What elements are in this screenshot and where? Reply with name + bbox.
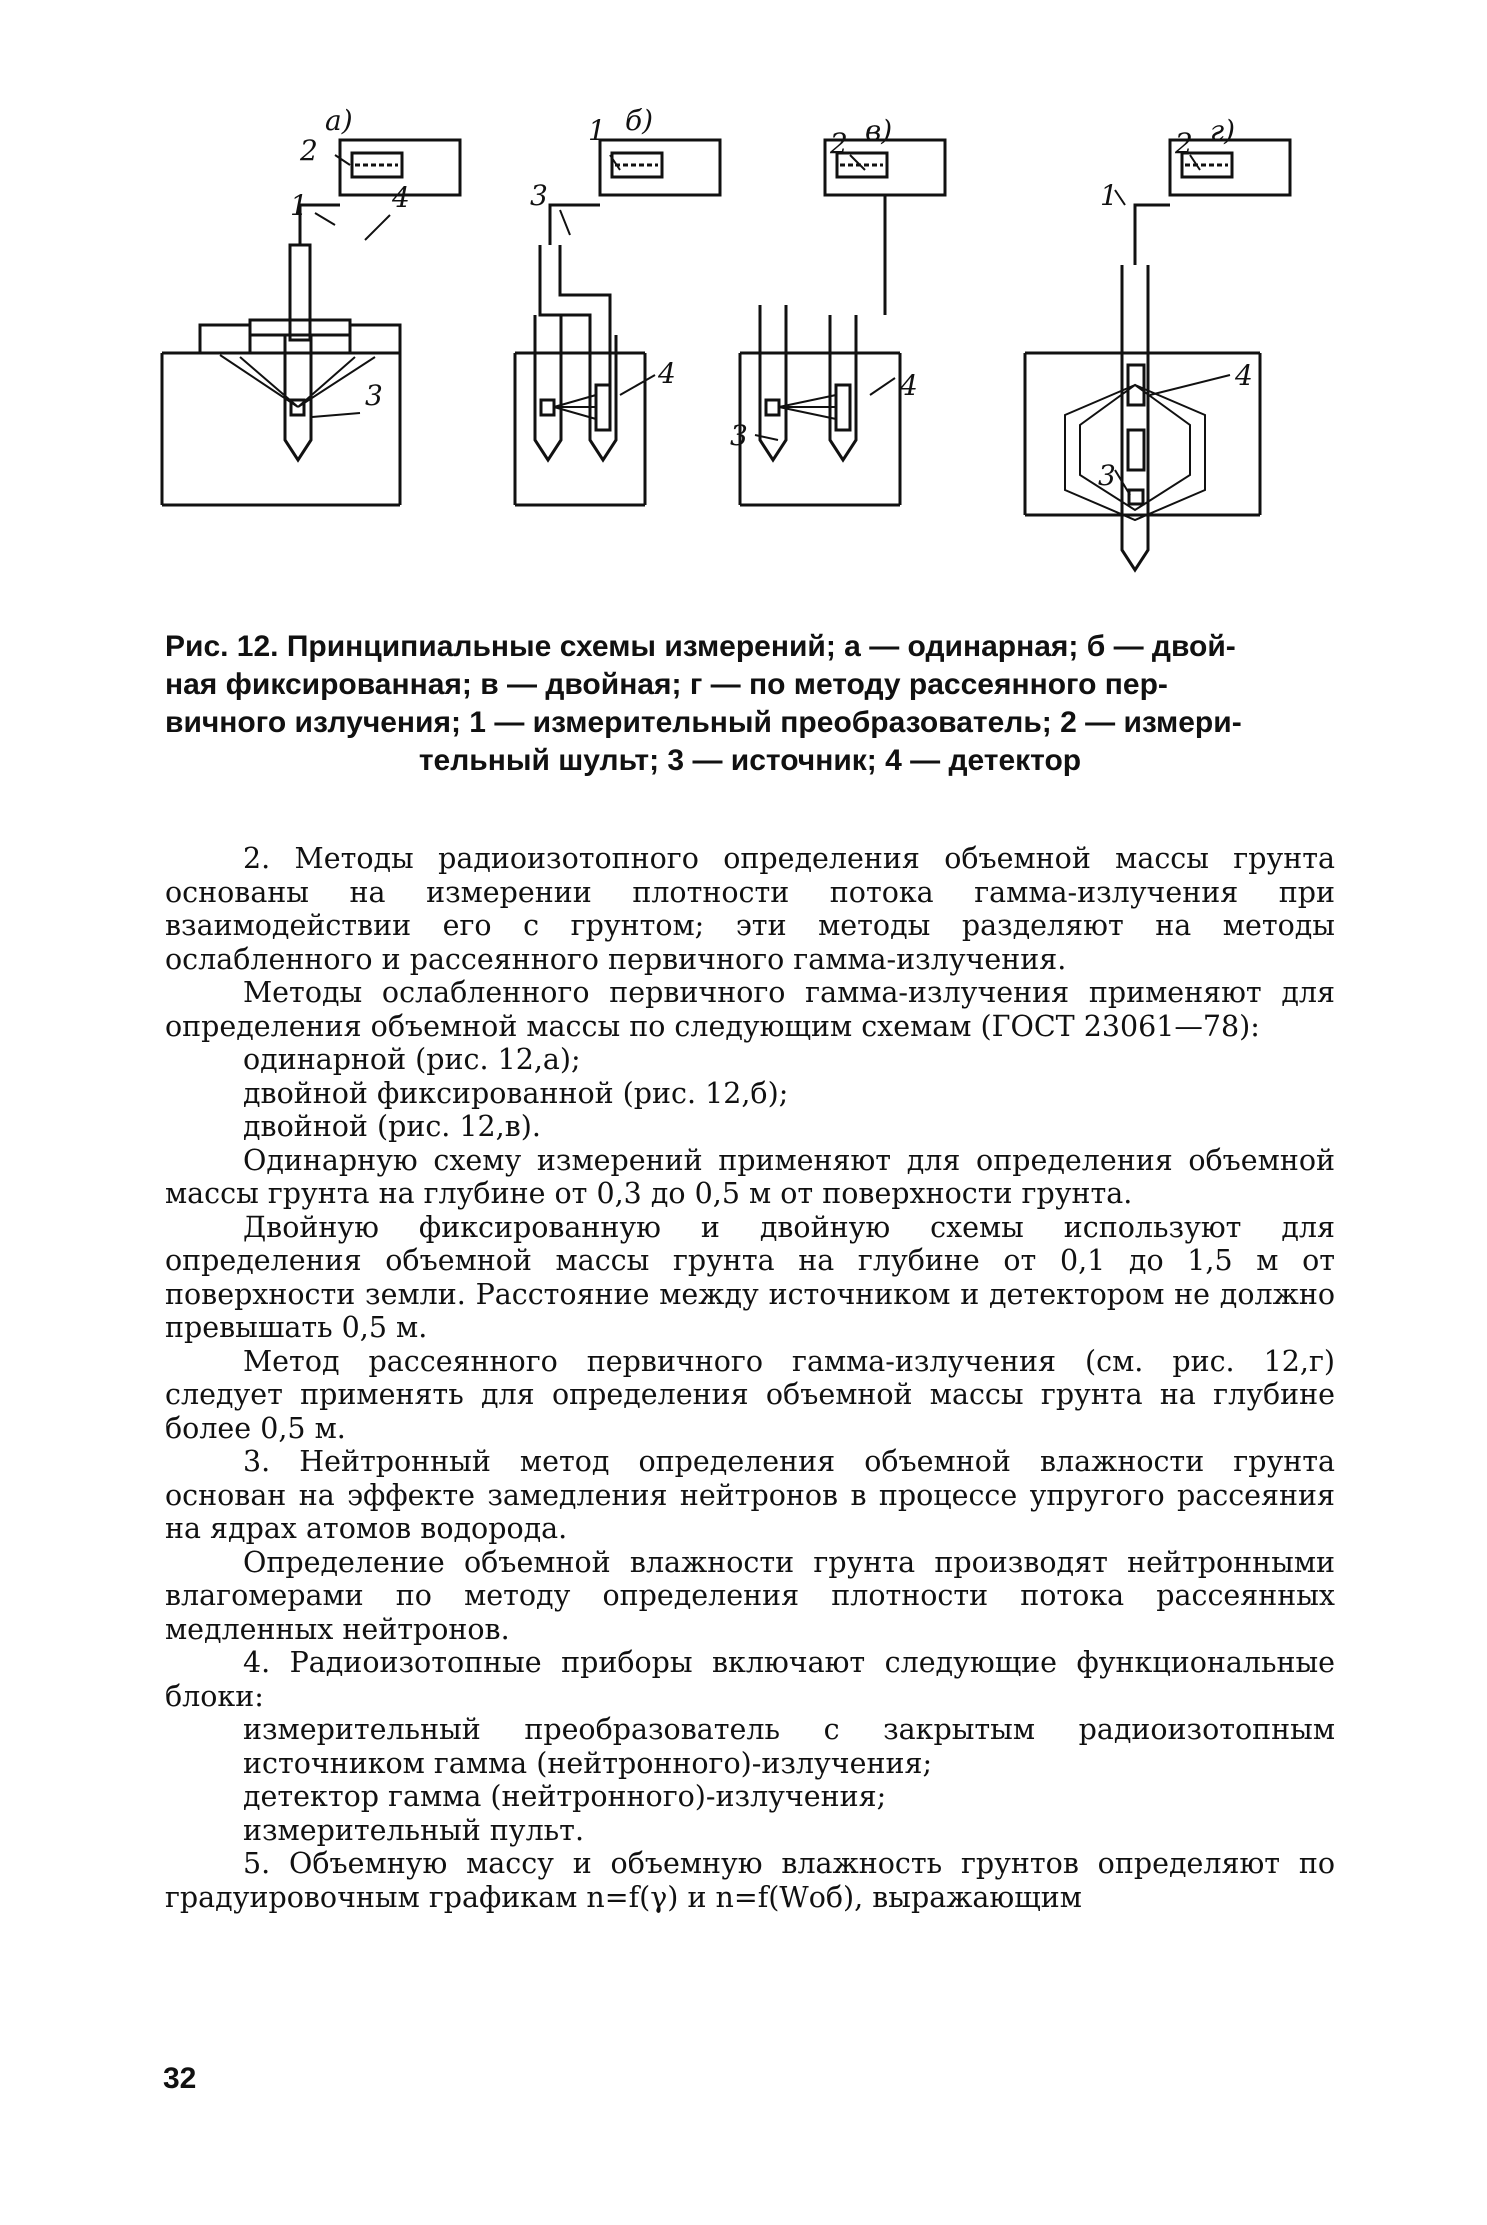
list-item-detector: детектор гамма (нейтронного)-излучения; <box>243 1780 887 1813</box>
callout-v-4: 4 <box>900 369 918 402</box>
paragraph-5-calibration: 5. Объемную массу и объемную влажность грунтов определяют по градуировочным графикам n=f(γ) и n=f(Wоб), выражающим <box>165 1847 1335 1914</box>
callout-b-4: 4 <box>658 357 676 390</box>
callout-g-3: 3 <box>1098 459 1116 492</box>
list-item-single: одинарной (рис. 12,а); <box>243 1043 581 1076</box>
panel-v <box>740 140 945 505</box>
measurement-schemes-diagram <box>150 95 1350 615</box>
paragraph-single-scheme: Одинарную схему измерений применяют для определения объемной массы грунта на глубине от 0,3 до 0,5 м от поверхности грунта. <box>165 1143 1335 1210</box>
paragraph-double-scheme: Двойную фиксированную и двойную схемы используют для определения объемной массы грунта на глубине от 0,1 до 1,5 м от поверхности земли. Расстояние между источником и детектором не должно превышать 0,5 м. <box>165 1210 1335 1344</box>
list-item-transducer: измерительный преобразователь с закрытым радиоизотопным источником гамма (нейтронного)-излучения; <box>243 1713 1335 1780</box>
page-number: 32 <box>163 2062 197 2095</box>
paragraph-4-devices: 4. Радиоизотопные приборы включают следующие функциональные блоки: <box>165 1646 1335 1713</box>
paragraph-3-neutron: 3. Нейтронный метод определения объемной влажности грунта основан на эффекте замедления нейтронов в процессе упругого рассеяния на ядрах атомов водорода. <box>165 1445 1335 1545</box>
paragraph-2-methods: 2. Методы радиоизотопного определения объемной массы грунта основаны на измерении плотности потока гамма-излучения при взаимодействии его с грунтом; эти методы разделяют на методы ослабленного и рассеянного первичного гамма-излучения. <box>165 842 1335 976</box>
panel-label-a: а) <box>325 104 353 137</box>
paragraph-moisture-determination: Определение объемной влажности грунта производят нейтронными влагомерами по методу определения плотности потока рассеянных медленных нейтронов. <box>165 1545 1335 1646</box>
panel-a <box>162 140 460 505</box>
panel-label-v: в) <box>865 114 893 147</box>
callout-a-1: 1 <box>290 189 308 222</box>
callout-g-2: 2 <box>1175 127 1193 160</box>
caption-line-4: тельный шульт; 3 — источник; 4 — детектор <box>418 744 1082 777</box>
callout-a-4: 4 <box>392 181 410 214</box>
callout-a-3: 3 <box>365 379 383 412</box>
panel-label-g: г) <box>1210 114 1236 147</box>
callout-v-2: 2 <box>830 127 848 160</box>
callout-g-1: 1 <box>1100 179 1118 212</box>
body-text <box>165 842 1335 1914</box>
callout-b-1: 1 <box>588 114 606 147</box>
panel-label-b: б) <box>625 104 654 137</box>
paragraph-scattered-method: Метод рассеянного первичного гамма-излучения (см. рис. 12,г) следует применять для определения объемной массы грунта на глубине более 0,5 м. <box>165 1344 1335 1445</box>
caption-line-1: Рис. 12. Принципиальные схемы измерений; а — одинарная; б — двой- <box>165 630 1236 663</box>
callout-a-2: 2 <box>300 134 318 167</box>
callout-b-3: 3 <box>530 179 548 212</box>
callout-v-3: 3 <box>730 419 748 452</box>
figure-caption <box>165 628 1335 780</box>
caption-line-3: вичного излучения; 1 — измерительный преобразователь; 2 — измери- <box>165 706 1242 739</box>
list-item-double: двойной (рис. 12,в). <box>243 1110 541 1143</box>
figure-12 <box>150 95 1350 615</box>
paragraph-attenuated-methods: Методы ослабленного первичного гамма-излучения применяют для определения объемной массы по следующим схемам (ГОСТ 23061—78): <box>165 976 1335 1043</box>
list-item-console: измерительный пульт. <box>243 1813 585 1847</box>
list-item-double-fixed: двойной фиксированной (рис. 12,б); <box>243 1076 789 1110</box>
caption-line-2: ная фиксированная; в — двойная; г — по методу рассеянного пер- <box>165 668 1168 701</box>
panel-g <box>1025 140 1290 570</box>
callout-g-4: 4 <box>1235 359 1253 392</box>
